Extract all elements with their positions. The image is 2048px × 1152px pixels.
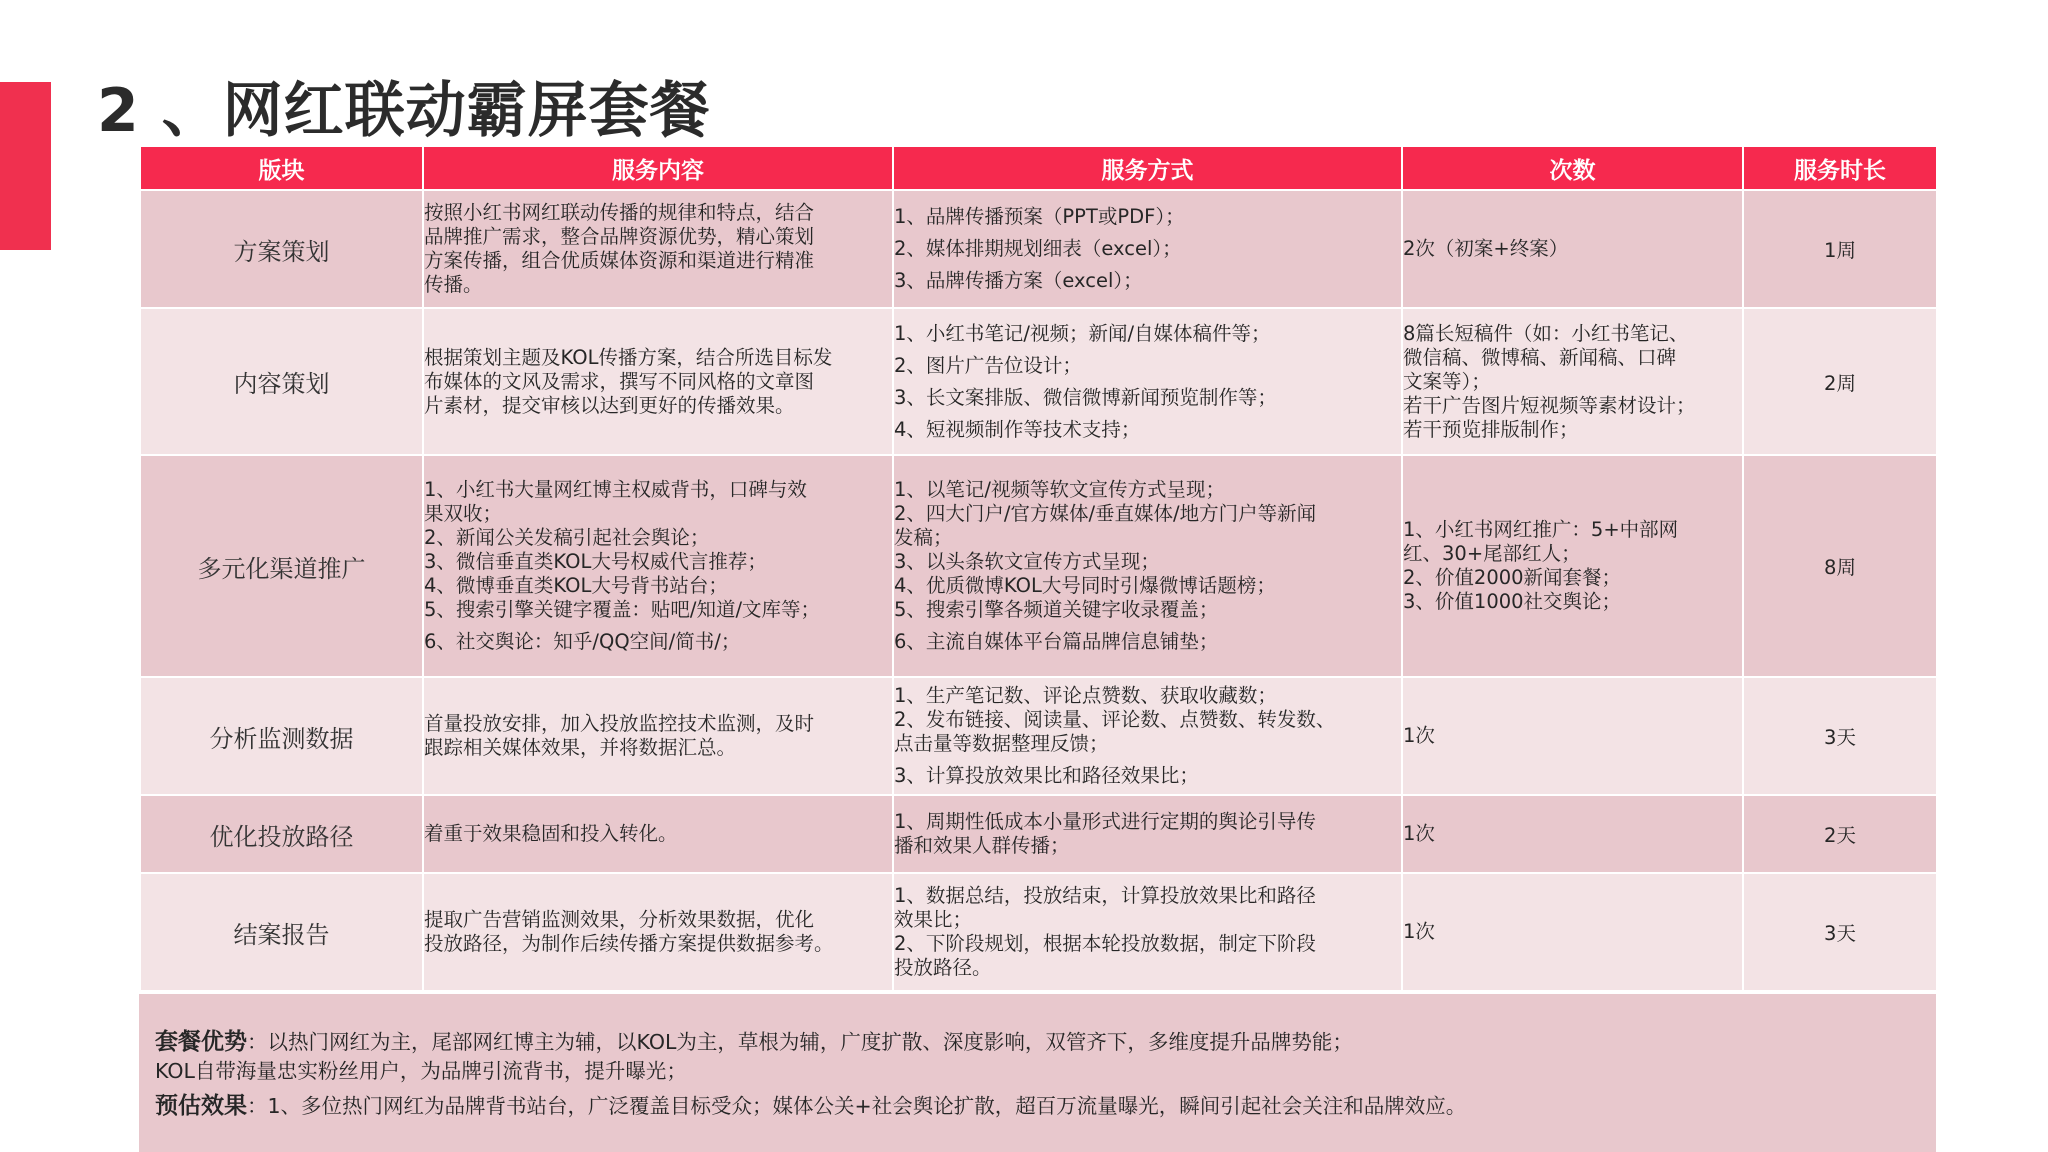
row-method (893, 190, 1402, 308)
content-line: 投放路径，为制作后续传播方案提供数据参考。 (424, 932, 834, 955)
header-content: 服务内容 (423, 146, 893, 190)
content-line: 提取广告营销监测效果，分析效果数据，优化 (424, 908, 815, 931)
method-line: 3、品牌传播方案（excel）； (894, 269, 1143, 292)
count-line: 1次 (1403, 724, 1435, 747)
advantage-row (155, 1028, 1920, 1057)
count-line: 微信稿、微博稿、新闻稿、口碑 (1403, 345, 1677, 369)
package-table (139, 145, 1938, 992)
row-content (423, 308, 893, 455)
row-content (423, 677, 893, 795)
table-row (140, 677, 1937, 795)
row-count (1402, 190, 1743, 308)
method-line: 4、优质微博KOL大号同时引爆微博话题榜； (894, 574, 1276, 597)
row-count (1402, 308, 1743, 455)
count-line: 1次 (1403, 822, 1435, 845)
count-line: 若干预览排版制作； (1403, 417, 1579, 441)
advantage-label: 套餐优势 (155, 1029, 247, 1055)
content-line: 5、搜索引擎关键字覆盖：贴吧/知道/文库等； (424, 598, 821, 621)
row-duration: 1周 (1743, 190, 1937, 308)
content-line: 3、微信垂直类KOL大号权威代言推荐； (424, 550, 767, 573)
method-line: 2、媒体排期规划细表（excel）； (894, 237, 1182, 260)
table-header-row (140, 146, 1937, 190)
row-content (423, 873, 893, 991)
row-count (1402, 455, 1743, 677)
content-line: 片素材，提交审核以达到更好的传播效果。 (424, 393, 795, 417)
table-row (140, 795, 1937, 873)
content-line: 按照小红书网红联动传播的规律和特点，结合 (424, 201, 815, 224)
effect-text: ：1、多位热门网红为品牌背书站台，广泛覆盖目标受众；媒体公关+社会舆论扩散，超百万流量曝光，瞬间引起社会关注和品牌效应。 (247, 1094, 1467, 1118)
row-method (893, 677, 1402, 795)
method-line: 播和效果人群传播； (894, 834, 1070, 857)
count-line: 若干广告图片短视频等素材设计； (1403, 393, 1696, 417)
method-line: 3、长文案排版、微信微博新闻预览制作等； (894, 385, 1277, 409)
effect-label: 预估效果 (155, 1093, 247, 1119)
count-line: 1、小红书网红推广：5+中部网 (1403, 518, 1679, 541)
page-title: 2 、网红联动霸屏套餐 (97, 76, 711, 146)
method-line: 2、发布链接、阅读量、评论数、点赞数、转发数、 (894, 708, 1336, 731)
row-block-label: 多元化渠道推广 (140, 455, 423, 677)
content-line: 首量投放安排，加入投放监控技术监测，及时 (424, 712, 815, 735)
advantage-text-2: KOL自带海量忠实粉丝用户，为品牌引流背书，提升曝光； (155, 1059, 687, 1083)
row-method (893, 873, 1402, 991)
table-row (140, 308, 1937, 455)
row-duration: 2天 (1743, 795, 1937, 873)
table-row (140, 190, 1937, 308)
row-count (1402, 873, 1743, 991)
content-line: 跟踪相关媒体效果，并将数据汇总。 (424, 736, 737, 759)
content-line: 布媒体的文风及需求，撰写不同风格的文章图 (424, 369, 815, 393)
count-line: 红、30+尾部红人； (1403, 542, 1581, 565)
method-line: 1、品牌传播预案（PPT或PDF）； (894, 205, 1185, 228)
content-line: 果双收； (424, 502, 503, 525)
header-count: 次数 (1402, 146, 1743, 190)
row-count (1402, 677, 1743, 795)
row-duration: 8周 (1743, 455, 1937, 677)
table-row (140, 873, 1937, 991)
content-line: 2、新闻公关发稿引起社会舆论； (424, 526, 710, 549)
effect-row (155, 1092, 1920, 1121)
method-line: 1、小红书笔记/视频；新闻/自媒体稿件等； (894, 321, 1271, 345)
row-duration: 3天 (1743, 677, 1937, 795)
row-method (893, 308, 1402, 455)
content-line: 根据策划主题及KOL传播方案，结合所选目标发 (424, 345, 833, 369)
method-line: 1、生产笔记数、评论点赞数、获取收藏数； (894, 684, 1277, 707)
content-line: 传播。 (424, 273, 483, 296)
row-duration: 3天 (1743, 873, 1937, 991)
count-line: 1次 (1403, 920, 1435, 943)
method-line: 2、图片广告位设计； (894, 353, 1082, 377)
content-line: 方案传播，组合优质媒体资源和渠道进行精准 (424, 249, 815, 272)
accent-bar (0, 82, 51, 250)
method-line: 3、计算投放效果比和路径效果比； (894, 764, 1199, 787)
content-line: 4、微博垂直类KOL大号背书站台； (424, 574, 728, 597)
method-line: 1、以笔记/视频等软文宣传方式呈现； (894, 478, 1225, 501)
header-duration: 服务时长 (1743, 146, 1937, 190)
row-duration: 2周 (1743, 308, 1937, 455)
row-block-label: 优化投放路径 (140, 795, 423, 873)
count-line: 文案等）； (1403, 369, 1491, 393)
method-line: 点击量等数据整理反馈； (894, 732, 1109, 755)
method-line: 6、主流自媒体平台篇品牌信息铺垫； (894, 630, 1219, 653)
row-block-label: 方案策划 (140, 190, 423, 308)
row-block-label: 结案报告 (140, 873, 423, 991)
method-line: 2、四大门户/官方媒体/垂直媒体/地方门户等新闻 (894, 502, 1317, 525)
row-block-label: 内容策划 (140, 308, 423, 455)
row-content (423, 795, 893, 873)
row-block-label: 分析监测数据 (140, 677, 423, 795)
row-count (1402, 795, 1743, 873)
content-line: 品牌推广需求，整合品牌资源优势，精心策划 (424, 225, 815, 248)
count-line: 2、价值2000新闻套餐； (1403, 566, 1622, 589)
method-line: 发稿； (894, 526, 953, 549)
package-summary (139, 994, 1936, 1152)
row-method (893, 455, 1402, 677)
header-block: 版块 (140, 146, 423, 190)
method-line: 5、搜索引擎各频道关键字收录覆盖； (894, 598, 1219, 621)
method-line: 2、下阶段规划，根据本轮投放数据，制定下阶段 (894, 932, 1316, 955)
content-line: 着重于效果稳固和投入转化。 (424, 822, 678, 845)
count-line: 3、价值1000社交舆论； (1403, 590, 1622, 613)
content-line: 6、社交舆论：知乎/QQ空间/简书/； (424, 630, 741, 653)
content-line: 1、小红书大量网红博主权威背书，口碑与效 (424, 478, 807, 501)
row-content (423, 455, 893, 677)
method-line: 3、以头条软文宣传方式呈现； (894, 550, 1160, 573)
method-line: 4、短视频制作等技术支持； (894, 417, 1141, 441)
method-line: 投放路径。 (894, 956, 992, 979)
count-line: 2次（初案+终案） (1403, 237, 1569, 260)
advantage-text: ：以热门网红为主，尾部网红博主为辅，以KOL为主，草根为辅，广度扩散、深度影响，双管齐下，多维度提升品牌势能； (247, 1030, 1353, 1054)
table-row (140, 455, 1937, 677)
header-method: 服务方式 (893, 146, 1402, 190)
method-line: 效果比； (894, 908, 973, 931)
row-content (423, 190, 893, 308)
row-method (893, 795, 1402, 873)
method-line: 1、数据总结，投放结束，计算投放效果比和路径 (894, 884, 1316, 907)
method-line: 1、周期性低成本小量形式进行定期的舆论引导传 (894, 810, 1316, 833)
count-line: 8篇长短稿件（如：小红书笔记、 (1403, 321, 1689, 345)
